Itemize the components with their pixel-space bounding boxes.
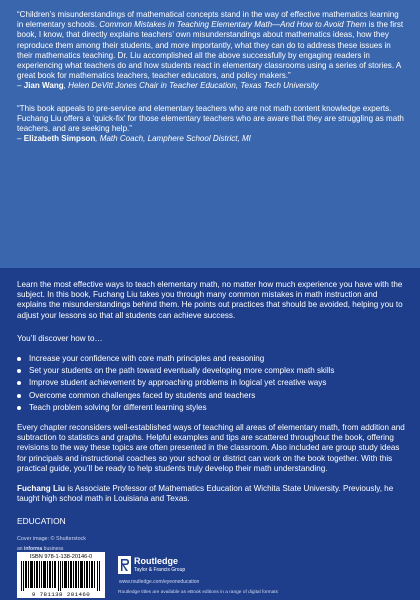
quote-2-author-role: , Math Coach, Lamphere School District, MI: [95, 134, 251, 144]
routledge-logo-icon: [118, 556, 131, 574]
chapters-paragraph: Every chapter reconsiders well-established ways of teaching all areas of elementary math, from addition and subtraction to statistics and graphs. Helpful examples and tips are scattered throughout the book, offering revisions to the way these topics are often presented in the classroom. Also included are group study ideas for principals and instructional coaches so your school or district can work on the book together. With this practical guide, you’ll be ready to help students truly develop their math understanding.: [17, 423, 405, 473]
author-name: Fuchang Liu: [17, 484, 66, 494]
list-item: Increase your confidence with core math principles and reasoning: [17, 354, 409, 364]
category-label: EDUCATION: [17, 516, 66, 527]
publisher-url[interactable]: www.routledge.com/eyeoneducation: [119, 579, 200, 585]
cover-image-credit: Cover image: © Shutterstock: [17, 536, 86, 542]
endorsement-quote-2: [17, 104, 406, 145]
author-bio: [17, 484, 409, 504]
list-item: Overcome common challenges faced by students and teachers: [17, 391, 409, 401]
footer: [0, 546, 420, 600]
quote-1-text-before: “Children’s misunderstandings of mathematical concepts stand in the way of effective mathematics learning in elementary schools.: [17, 10, 399, 30]
book-description: [17, 280, 409, 527]
publisher-name: Routledge: [134, 556, 178, 566]
quote-2-attribution: – Elizabeth Simpson, Math Coach, Lamphere School District, MI: [17, 134, 251, 144]
publisher-group: Taylor & Francis Group: [134, 567, 186, 573]
list-item: Set your students on the path toward eventually developing more complex math skills: [17, 366, 409, 376]
quote-1-author-role: , Helen DeVitt Jones Chair in Teacher Education, Texas Tech University: [63, 81, 319, 91]
quote-1-attribution: – Jian Wang, Helen DeVitt Jones Chair in Teacher Education, Texas Tech University: [17, 81, 319, 91]
isbn-label: ISBN 978-1-138-20146-0: [29, 554, 93, 560]
barcode-bars-icon: [20, 561, 102, 591]
ebook-availability-note: Routledge titles are available as eBook editions in a range of digital formats: [118, 590, 278, 595]
intro-paragraph: Learn the most effective ways to teach elementary math, no matter how much experience you have with the subject. In this book, Fuchang Liu takes you through many common mistakes in math instruction and explains the misunderstandings behind them. He points out practices that should be avoided, helping you to adjust your lessons so that all students can achieve success.: [17, 280, 403, 320]
isbn-barcode: [17, 552, 105, 598]
quote-1-book-title: Common Mistakes in Teaching Elementary Math—And How to Avoid Them: [99, 20, 367, 30]
informa-business-label: an informa business: [17, 546, 64, 552]
quote-2-text: “This book appeals to pre-service and elementary teachers who are not math content knowledge experts. Fuchang Liu offers a ‘quick-fix’ for those elementary teachers who are aware that they are struggling as math teachers, and are seeking help.”: [17, 103, 404, 134]
list-item: Improve student achievement by approaching problems in logical yet creative ways: [17, 378, 409, 388]
barcode-number: 9 781138 201460: [31, 591, 91, 598]
discover-heading: You’ll discover how to…: [17, 333, 103, 343]
informa-brand: informa: [23, 546, 43, 552]
author-bio-text: is Associate Professor of Mathematics Education at Wichita State University. Previously, he taught high school math in Louisiana and Texas.: [17, 484, 394, 504]
quote-2-author-name: Elizabeth Simpson: [23, 134, 96, 144]
quote-1-text-after: is the first book, I know, that directly explains teachers’ own misunderstandings about mathematics ideas, how they reproduce them among their students, and more importantly, what they can do to address these issues in their mathematics teaching. Dr. Liu accomplished all the above successfully by engaging readers in experiencing what teachers do and how students react in elementary classrooms using a series of stories. A great book for mathematics teachers, teacher educators, and policy makers.”: [17, 20, 404, 81]
benefits-list: [17, 354, 409, 413]
endorsement-panel: [0, 0, 420, 268]
quote-1-author-name: Jian Wang: [23, 81, 64, 91]
endorsement-quote-1: [17, 10, 406, 92]
list-item: Teach problem solving for different learning styles: [17, 403, 409, 413]
publisher-block: [118, 552, 238, 586]
